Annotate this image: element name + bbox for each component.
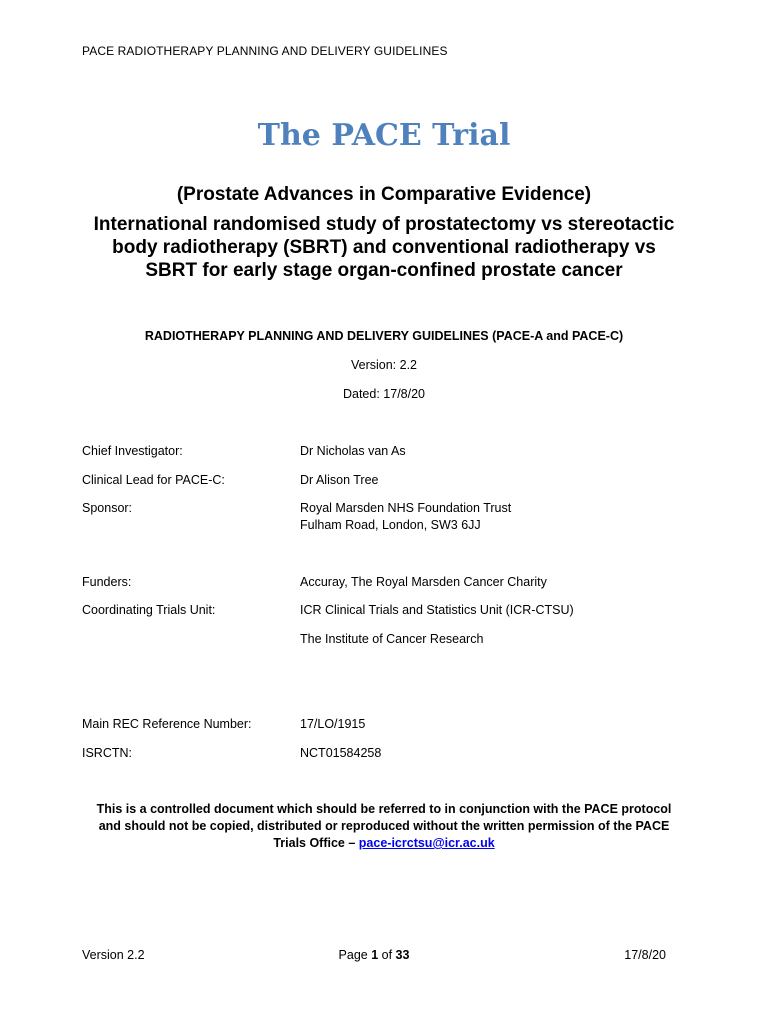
funders-label: Funders: [82, 575, 132, 589]
document-type: RADIOTHERAPY PLANNING AND DELIVERY GUIDELINES (PACE-A and PACE-C) [144, 329, 624, 343]
coordinating-unit-value-line2: The Institute of Cancer Research [300, 632, 484, 646]
sponsor-label: Sponsor: [82, 501, 133, 515]
dated-line: Dated: 17/8/20 [342, 387, 425, 401]
clinical-lead-label: Clinical Lead for PACE-C: [82, 473, 225, 487]
notice-text: This is a controlled document which should be referred to in conjunction with the PACE protocol and should not be copied, distributed or reproduced without the written permission of the PACE Trials Office – [96, 802, 672, 850]
rec-reference-value: 17/LO/1915 [300, 717, 366, 731]
sponsor-value-line1: Royal Marsden NHS Foundation Trust [300, 501, 512, 515]
version-line: Version: 2.2 [350, 358, 417, 372]
study-description: International randomised study of prostatectomy vs stereotactic body radiotherapy (SBRT) and conventional radiotherapy vs SBRT for early stage organ-confined prostate cancer [93, 214, 675, 281]
funders-value: Accuray, The Royal Marsden Cancer Charity [300, 575, 547, 589]
footer-page-of: of [378, 948, 396, 962]
running-header: PACE RADIOTHERAPY PLANNING AND DELIVERY GUIDELINES [82, 44, 448, 58]
trials-office-email-link[interactable]: pace-icrctsu@icr.ac.uk [358, 836, 495, 850]
chief-investigator-label: Chief Investigator: [82, 444, 183, 458]
coordinating-unit-label: Coordinating Trials Unit: [82, 603, 216, 617]
isrctn-label: ISRCTN: [82, 746, 132, 760]
footer-version: Version 2.2 [82, 948, 145, 962]
isrctn-value: NCT01584258 [300, 746, 382, 760]
controlled-document-notice [84, 801, 684, 852]
footer-page-total: 33 [395, 948, 410, 962]
footer-page-current: 1 [371, 948, 379, 962]
coordinating-unit-value-line1: ICR Clinical Trials and Statistics Unit (ICR-CTSU) [300, 603, 574, 617]
rec-reference-label: Main REC Reference Number: [82, 717, 252, 731]
sponsor-value-line2: Fulham Road, London, SW3 6JJ [300, 518, 481, 532]
chief-investigator-value: Dr Nicholas van As [300, 444, 406, 458]
page-title: The PACE Trial [257, 118, 511, 153]
trial-subtitle: (Prostate Advances in Comparative Evidence) [176, 184, 592, 205]
footer-date: 17/8/20 [624, 948, 666, 962]
clinical-lead-value: Dr Alison Tree [300, 473, 379, 487]
footer-page-prefix: Page [338, 948, 372, 962]
